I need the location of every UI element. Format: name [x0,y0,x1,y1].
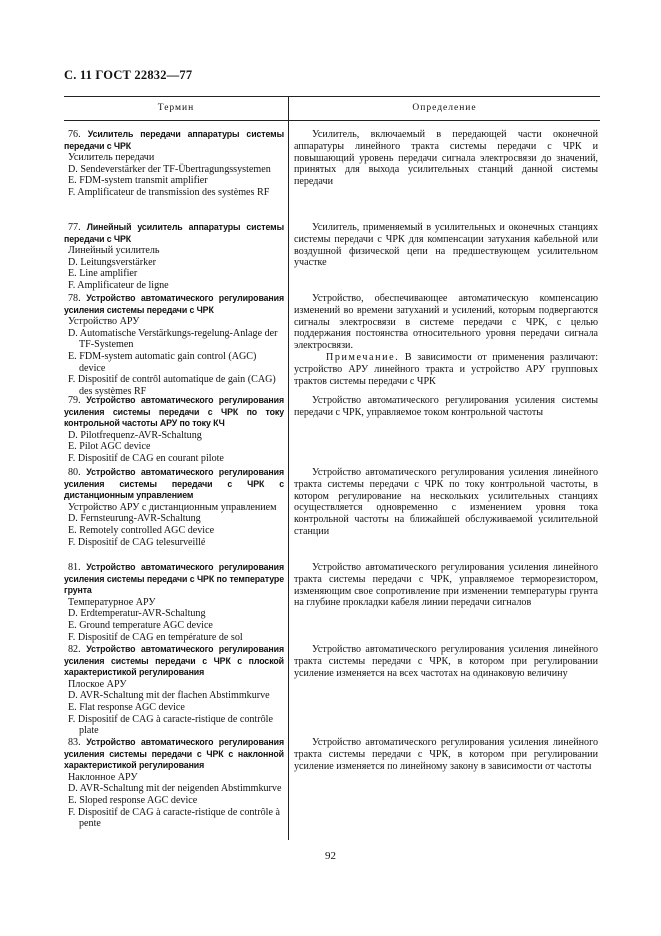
term-number: 79. [68,395,81,406]
term-de: D. AVR-Schaltung mit der neigenden Abstimmkurve [68,783,282,795]
term-title: Устройство автоматического регулирования усиления системы передачи с ЧРК по температуре грунта [64,562,284,596]
term-title: Устройство автоматического регулирования усиления системы передачи с ЧРК с наклонной характеристикой регулирования [64,737,284,771]
term-de: D. Leitungsverstärker [68,256,157,268]
column-header-definition: Определение [412,103,477,113]
term-en: E. Ground temperature AGC device [68,619,213,631]
term-number: 83. [68,737,81,748]
term-number: 78. [68,293,81,304]
term-en: E. Pilot AGC device [68,441,151,453]
table-top-rule [64,96,600,97]
term-entry-82 [64,644,284,737]
term-title: Устройство автоматического регулирования усиления системы передачи с ЧРК с плоской характеристикой регулирования [64,644,284,678]
note-text: В зависимости от применения различают: устройство АРУ линейного тракта и устройство АРУ групповых трактов системы передачи с ЧРК [294,352,598,387]
definition-78-note [294,352,598,387]
term-de: D. AVR-Schaltung mit der flachen Abstimmkurve [68,690,270,702]
definition-77: Усилитель, применяемый в усилительных и оконечных станциях системы передачи с ЧРК для компенсации затухания кабельной или воздушной физической цепи на предшествующем усилительном участке [294,222,598,269]
term-number: 77. [68,222,81,233]
term-de: D. Pilotfrequenz-AVR-Schaltung [68,429,202,441]
term-title: Устройство автоматического регулирования усиления системы передачи с ЧРК [64,293,284,315]
definition-76: Усилитель, включаемый в передающей части оконечной аппаратуры линейного тракта системы передачи с ЧРК и повышающий уровень передачи сигнала электросвязи до значений, принятых для выхода усилительных станций данной системы передачи [294,129,598,188]
term-entry-77 [64,222,284,292]
definition-82: Устройство автоматического регулирования усиления линейного тракта системы передачи с ЧРК, в котором при регулировании усиление изменяется на всех частотах на одинаковую величину [294,644,598,679]
term-number: 80. [68,467,81,478]
term-fr: F. Dispositif de CAG en température de sol [68,631,243,643]
term-number: 81. [68,562,81,573]
term-short-ru: Усилитель передачи [68,152,155,164]
term-entry-78 [64,293,284,397]
term-entry-76 [64,129,284,199]
definition-81: Устройство автоматического регулирования усиления линейного тракта системы передачи с ЧРК, управляемое терморезистором, изменяющим свое сопротивление при изменении температуры грунта на глубине прокладки кабеля линии передачи сигналов [294,562,598,609]
term-short-ru: Устройство АРУ с дистанционным управлением [68,501,277,513]
page-number: 92 [325,850,336,862]
column-header-term: Термин [157,103,195,113]
page-header: С. 11 ГОСТ 22832—77 [64,68,193,82]
term-de: D. Automatische Verstärkungs-regelung-Anlage der TF-Systemen [68,327,278,351]
term-fr: F. Dispositif de CAG telesurveillé [68,536,206,548]
note-label: Примечание. [326,352,400,363]
term-en: E. Flat response AGC device [68,701,185,713]
terms-table [64,96,600,840]
term-short-ru: Устройство АРУ [68,316,140,328]
term-short-ru: Температурное АРУ [68,596,156,608]
term-fr: F. Dispositif de CAG à caracte-ristique de contrôle à pente [68,806,280,830]
term-number: 76. [68,129,81,140]
term-short-ru: Наклонное АРУ [68,771,138,783]
definition-78: Устройство, обеспечивающее автоматическую компенсацию изменений во времени затуханий и усилений, которым подвергаются сигналы электросвязи в системе передачи с ЧРК, с целью поддержания постоянства относительного уровня передачи сигнала электросвязи. [294,293,598,352]
term-title: Усилитель передачи аппаратуры системы передачи с ЧРК [64,129,284,151]
term-short-ru: Плоское АРУ [68,678,127,690]
term-en: E. FDM-system transmit amplifier [68,175,208,187]
definition-80: Устройство автоматического регулирования усиления линейного тракта системы передачи с ЧРК по току контрольной частоты, в котором регулирование на нескольких усилительных станциях осуществляется одновременно с изменением уровня тока контрольной частоты на ближайшей обслуживаемой усилительной станции [294,467,598,537]
term-title: Устройство автоматического регулирования усиления системы передачи с ЧРК с дистанционным управлением [64,467,284,501]
definition-79: Устройство автоматического регулирования усиления системы передачи с ЧРК, управляемое током контрольной частоты [294,395,598,418]
term-fr: F. Dispositif de contrôl automatique de gain (CAG) des systèmes RF [68,374,276,397]
term-title: Устройство автоматического регулирования усиления системы передачи с ЧРК по току контрольной частоты АРУ по току КЧ [64,395,284,429]
term-en: E. Remotely controlled AGC device [68,524,215,536]
term-fr: F. Amplificateur de ligne [68,279,169,291]
term-short-ru: Линейный усилитель [68,245,160,257]
term-fr: F. Dispositif de CAG en courant pilote [68,452,224,464]
term-de: D. Erdtemperatur-AVR-Schaltung [68,608,206,620]
term-en: E. Line amplifier [68,268,138,280]
term-en: E. Sloped response AGC device [68,794,198,806]
column-divider [288,96,289,840]
term-number: 82. [68,644,81,655]
term-title: Линейный усилитель аппаратуры системы передачи с ЧРК [64,222,284,244]
term-de: D. Fernsteurung-AVR-Schaltung [68,513,201,525]
definition-83: Устройство автоматического регулирования усиления линейного тракта системы передачи с ЧРК, в котором при регулировании усиление изменяется по линейному закону в зависимости от частоты [294,737,598,772]
table-header-rule [64,120,600,121]
term-fr: F. Dispositif de CAG à caracte-ristique de contrôle plate [68,713,273,737]
term-de: D. Sendeverstärker der TF-Übertragungssystemen [68,163,271,175]
term-fr: F. Amplificateur de transmission des systèmes RF [68,186,270,198]
term-entry-81 [64,562,284,643]
term-en: E. FDM-system automatic gain control (AGC) device [68,350,257,374]
term-entry-83 [64,737,284,830]
term-entry-80 [64,467,284,548]
term-entry-79 [64,395,284,465]
